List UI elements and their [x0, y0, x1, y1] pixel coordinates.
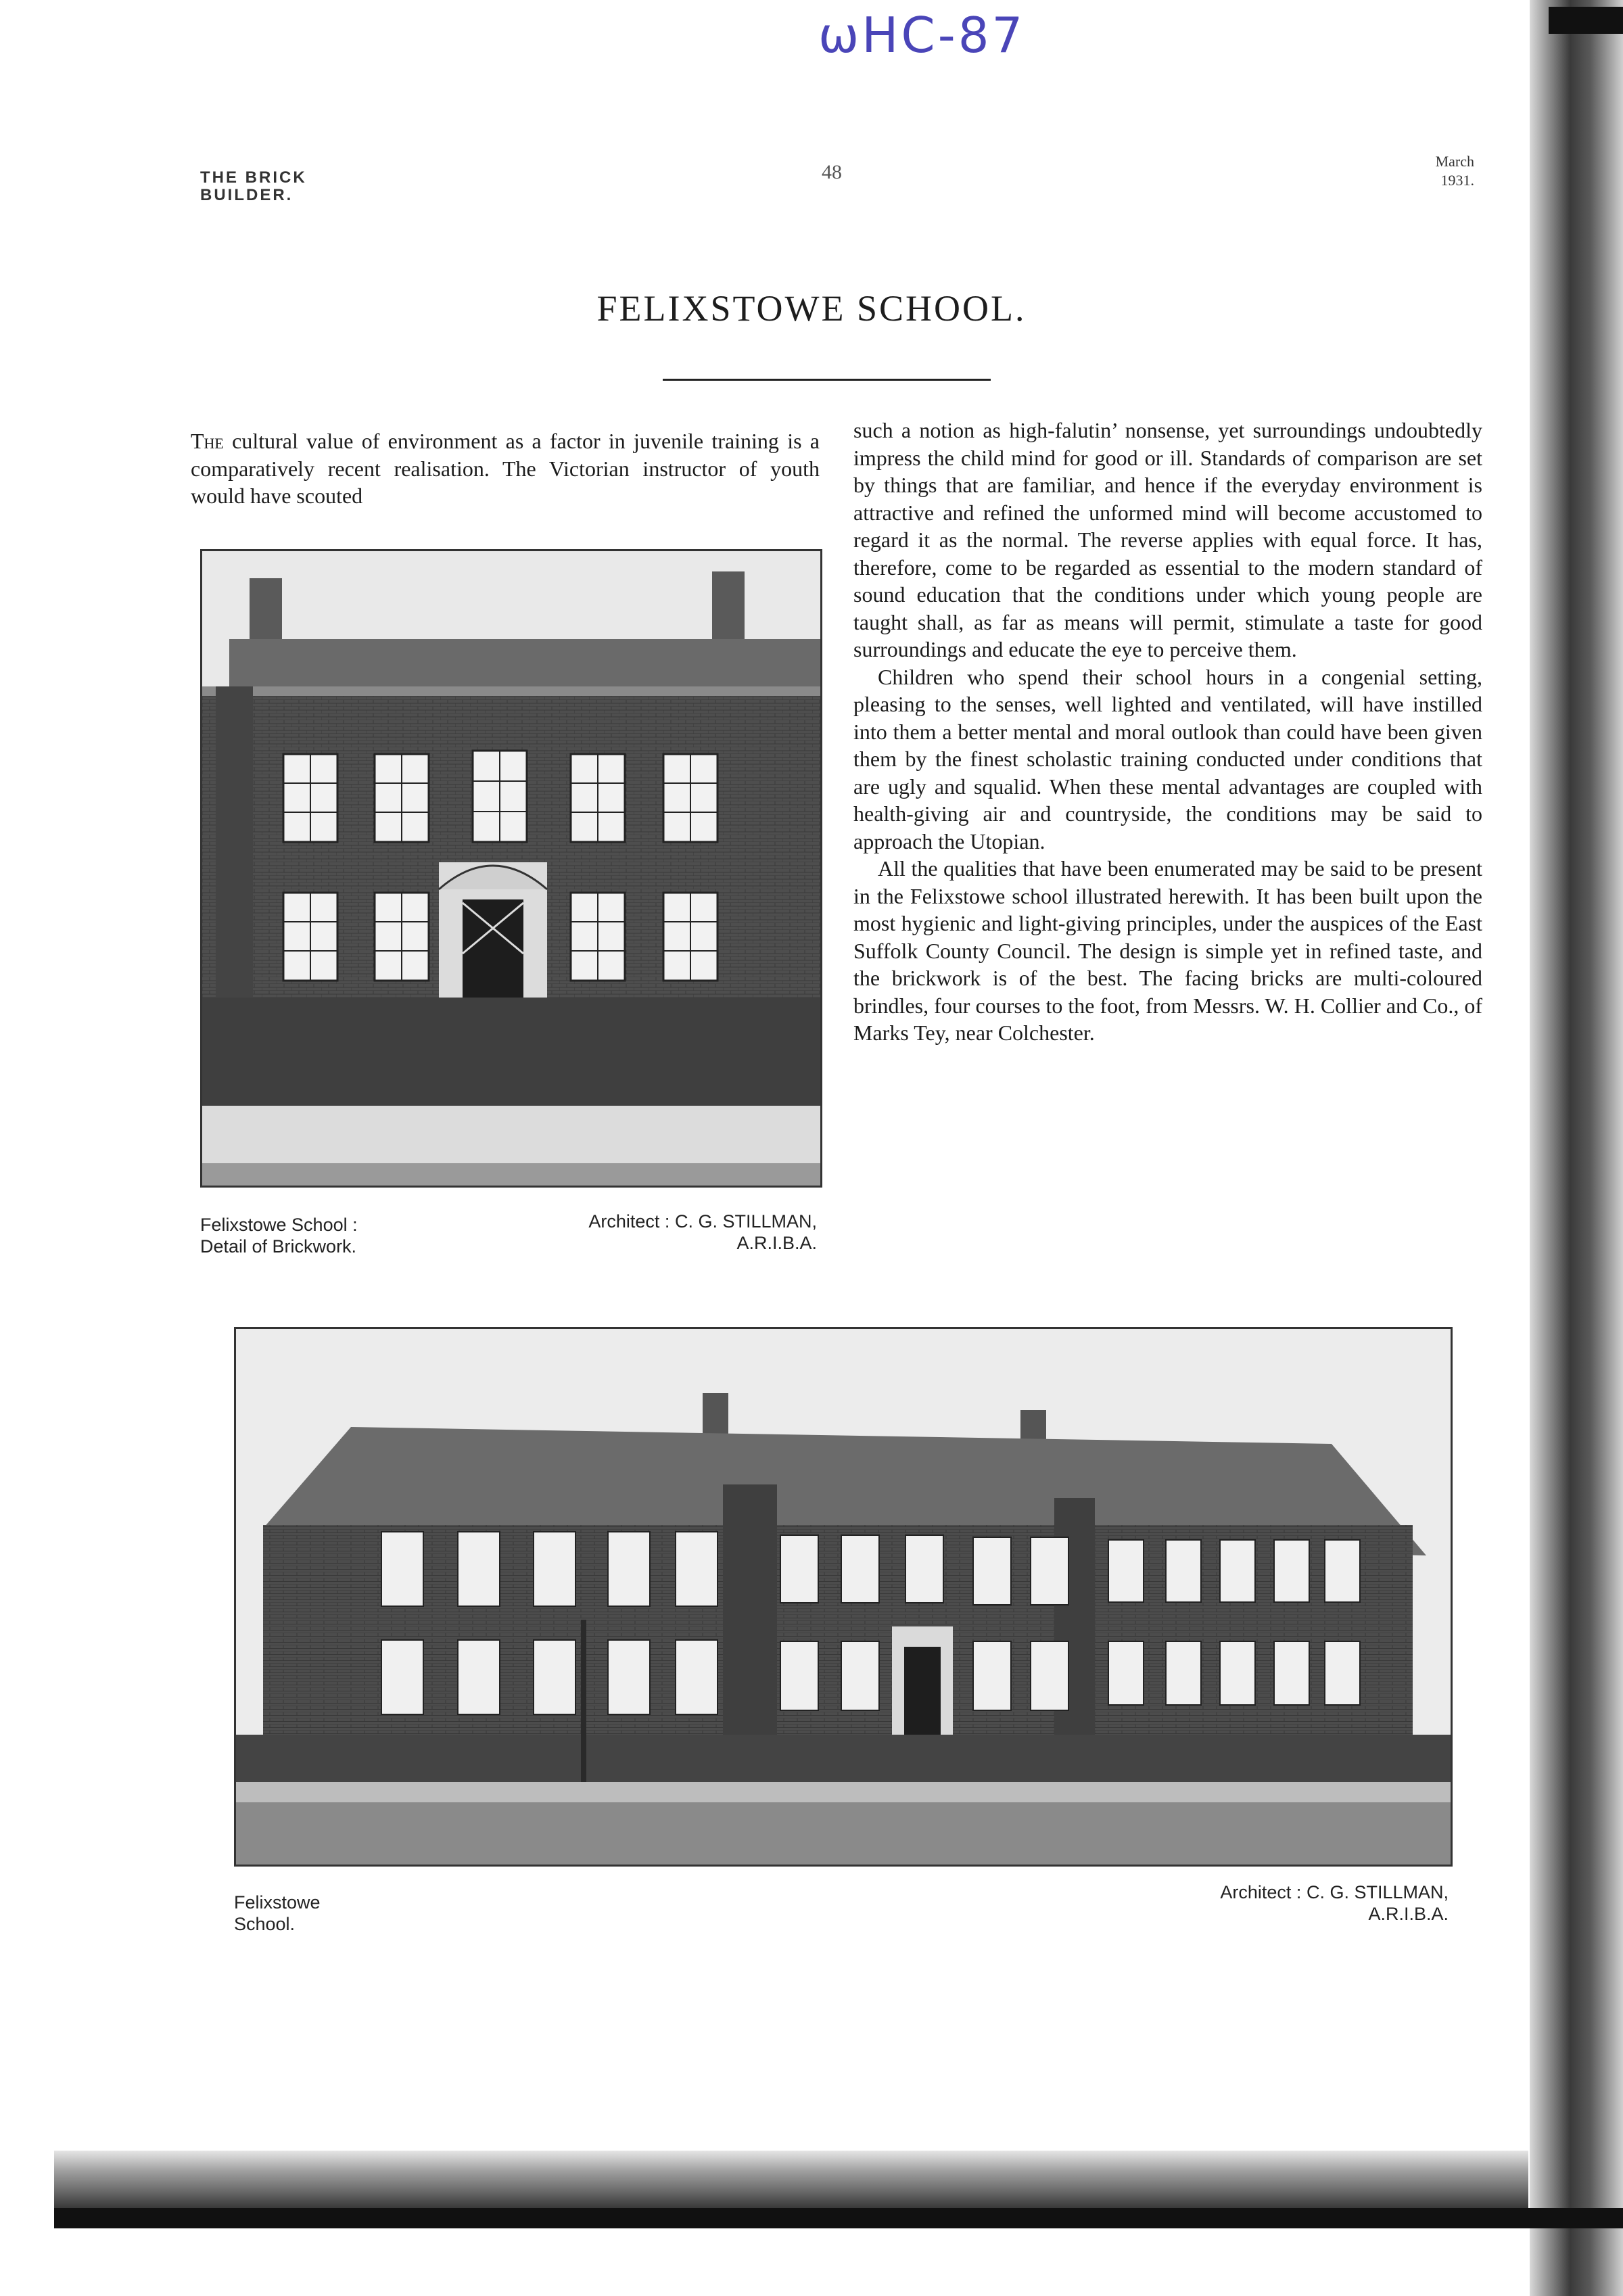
title-rule — [663, 379, 991, 381]
figure2-caption-line-1: Felixstowe — [234, 1892, 321, 1913]
article-column-right — [853, 417, 1482, 1047]
figure2-credit-label: Architect : — [1220, 1882, 1302, 1902]
brickwork-detail-photo — [200, 549, 822, 1188]
figure1-caption-line-2: Detail of Brickwork. — [200, 1236, 357, 1257]
figure2-caption — [234, 1892, 437, 1935]
issue-year: 1931. — [1440, 172, 1474, 189]
figure2-credit — [1143, 1881, 1449, 1925]
issue-month: March — [1435, 153, 1474, 170]
handwritten-reference: ωHC-87 — [818, 7, 1026, 64]
masthead — [200, 169, 403, 204]
article-title: FELIXSTOWE SCHOOL. — [596, 288, 1027, 329]
scan-border — [54, 2208, 1623, 2228]
article-paragraph-1-continued: such a notion as high-falutin’ nonsense, yet surroundings undoubtedly impress the child mind for good or ill. Standards of comparison are set by things that are familiar, and hence if the everyday environment is attractive and refined the unformed mind will become accustomed to regard it as the normal. The reverse applies with equal force. It has, therefore, come to be regarded as essential to the modern standard of sound education that the conditions under which young people are taught shall, as far as means will permit, stimulate a taste for good surroundings and educate the eye to perceive them. — [853, 418, 1482, 661]
figure1-credit-label: Architect : — [588, 1211, 670, 1232]
school-exterior-illustration — [236, 1329, 1451, 1865]
figure1-caption — [200, 1214, 484, 1257]
figure1-architect-name: C. G. STILLMAN, — [674, 1211, 817, 1232]
figure2-architect-name: C. G. STILLMAN, — [1306, 1882, 1449, 1902]
masthead-line-2: BUILDER. — [200, 186, 293, 204]
page-corner-shadow — [1549, 7, 1623, 34]
figure1-architect-title: A.R.I.B.A. — [736, 1233, 817, 1253]
page-number: 48 — [822, 161, 842, 183]
article-intro — [191, 427, 820, 510]
school-exterior-photo — [234, 1327, 1453, 1867]
article-paragraph-2: Children who spend their school hours in a congenial setting, pleasing to the senses, well lighted and ventilated, will have instilled into them a better mental and moral outlook than could have been given them by the finest scholastic training conducted under conditions that are ugly and squalid. When these mental advantages are coupled with health-giving air and countryside, the conditions may be said to approach the Utopian. — [853, 664, 1482, 853]
article-paragraph-3: All the qualities that have been enumerated may be said to be present in the Felixstowe school illustrated herewith. It has been built upon the most hygienic and light-giving principles, under the auspices of the East Suffolk County Council. The design is simple yet in refined taste, and the brickwork is of the best. The facing bricks are multi-coloured brindles, four courses to the foot, from Messrs. W. H. Collier and Co., of Marks Tey, near Colchester. — [853, 856, 1482, 1045]
lead-word: The — [191, 429, 224, 453]
school-detail-illustration — [202, 551, 820, 1186]
page-binding-edge — [1530, 0, 1623, 2296]
figure2-caption-line-2: School. — [234, 1914, 296, 1934]
figure2-credit-line — [1143, 1881, 1449, 1903]
figure1-credit-line — [519, 1211, 817, 1232]
figure1-caption-line-1: Felixstowe School : — [200, 1215, 358, 1235]
figure2-architect-title: A.R.I.B.A. — [1368, 1904, 1449, 1924]
figure1-credit — [519, 1211, 817, 1254]
lead-text: cultural value of environment as a factor in juvenile training is a comparatively recent realisation. The Victorian instructor of youth would have scouted — [191, 429, 820, 508]
masthead-line-1: THE BRICK — [200, 168, 307, 187]
issue-date — [1380, 152, 1474, 190]
